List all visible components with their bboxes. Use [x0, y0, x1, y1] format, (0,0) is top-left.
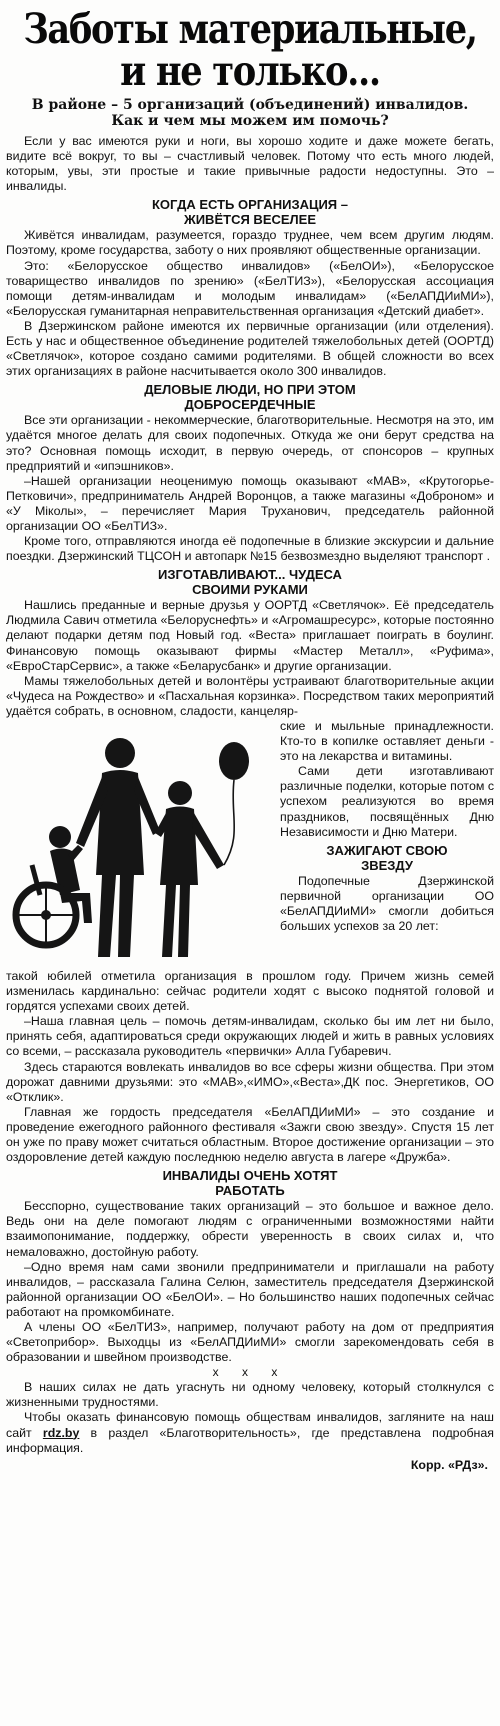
paragraph: –Одно время нам сами звонили предприниматели и приглашали на работу инвалидов, – рассказала Галина Селюн, заместитель председателя Дзержинской районной организации ОО «БелОИ». – Но большинство наших подопечных сейчас работают на промкомбинате. — [6, 1259, 494, 1319]
paragraph: Нашлись преданные и верные друзья у ООРТД «Светлячок». Её председатель Людмила Савич отметила «Белоруснефть» и «Агромашресурс», которые постоянно делают подарки детям под Новый год. «Веста» приглашает поиграть в боулинг. Финансовую помощь оказывают фирмы «Мастер Металл», «Руфима», «ЕвроСтарСервис», а также «Беларусбанк» и другие организации. — [6, 598, 494, 673]
section-heading-work: ИНВАЛИДЫ ОЧЕНЬ ХОТЯТ РАБОТАТЬ — [162, 1168, 338, 1199]
paragraph: В Дзержинском районе имеются их первичные организации (или отделения). Есть у нас и общественное объединение родителей тяжелобольных детей (ООРТД) «Светлячок», которое создано самими родителями. В общей сложности во всех этих организациях в районе насчитывается около 300 инвалидов. — [6, 318, 494, 379]
subheadline — [6, 97, 494, 129]
paragraph: Бесспорно, существование таких организаций – это большое и важное дело. Ведь они на деле помогают людям с ограниченными возможностями найти взаимопонимание, поддержку, обрести уверенность в своих силах и, что немаловажно, достойную работу. — [6, 1199, 494, 1259]
section-heading-miracles: ИЗГОТАВЛИВАЮТ... ЧУДЕСА СВОИМИ РУКАМИ — [158, 567, 342, 598]
byline: Корр. «РДз». — [410, 1457, 488, 1472]
subheadline-line-2: Как и чем мы можем им помочь? — [111, 113, 389, 129]
paragraph: Сами дети изготавливают различные поделки, которые потом с успехом реализуются во время праздников, посвящённых Дню Независимости и Дню Матери. — [280, 764, 495, 839]
paragraph: ские и мыльные принадлежности. Кто-то в копилке оставляет деньги - это на лекарства и витамины. — [280, 719, 494, 764]
paragraph: В наших силах не дать угаснуть ни одному человеку, который столкнулся с жизненными трудностями. — [6, 1380, 494, 1410]
section-heading-star: ЗАЖИГАЮТ СВОЮ ЗВЕЗДУ — [326, 842, 448, 873]
paragraph: Главная же гордость председателя «БелАПДИиМИ» – это создание и проведение ежегодного районного фестиваля «Зажги свою звезду». Спустя 15 лет он уже по праву может считаться областным. Второе достижение организации – это оздоровление детей каждую последнюю неделю августа в лагере «Дружба». — [6, 1104, 494, 1165]
paragraph: Живётся инвалидам, разумеется, гораздо труднее, чем всем другим людям. Поэтому, кроме государства, заботу о них проявляют общественные организации. — [6, 228, 494, 258]
paragraph: Здесь стараются вовлекать инвалидов во все сферы жизни общества. При этом дорожат давними друзьями: это «МАВ»,«ИМО»,«Веста»,ДК пос. Энергетиков, ОО «Отклик». — [6, 1059, 494, 1104]
paragraph: –Нашей организации неоценимую помощь оказывают «МАВ», «Крутогорье-Петковичи», предприниматель Андрей Воронцов, а также магазины «Доброном» и «У Міколы», – перечисляет Мария Труханович, председатель районной организации ОО «БелТИЗ». — [6, 473, 494, 533]
side-column — [280, 719, 494, 969]
article-body — [6, 134, 494, 1456]
section-heading-organization: КОГДА ЕСТЬ ОРГАНИЗАЦИЯ – ЖИВЁТСЯ ВЕСЕЛЕЕ — [152, 197, 348, 228]
paragraph: –Наша главная цель – помочь детям-инвалидам, сколько бы им лет ни было, принять себя, адаптироваться среди окружающих людей и жить в равных условиях со всеми, – рассказала руководитель «первички» Алла Губаревич. — [6, 1014, 494, 1059]
headline-line-2: и не только... — [120, 47, 380, 95]
headline-line-1: Заботы материальные, — [23, 5, 477, 53]
subheadline-line-1: В районе – 5 организаций (объединений) инвалидов. — [31, 97, 469, 113]
closing-paragraph: Чтобы оказать финансовую помощь обществам инвалидов, загляните на наш сайт rdz.by в раздел «Благотворительность», где представлена подробная информация. — [6, 1410, 494, 1455]
family-illustration — [6, 721, 274, 965]
paragraph: Это: «Белорусское общество инвалидов» («БелОИ»), «Белорусское товарищество инвалидов по зрению» («БелТИЗ»), «Белорусская ассоциация помощи детям-инвалидам и молодым инвалидам» («БелАПДИиМИ»), «Белорусская гуманитарная неправительственная организация «Детский диабет». — [6, 258, 494, 318]
section-separator: х х х — [212, 1365, 288, 1380]
intro-paragraph: Если у вас имеются руки и ноги, вы хорошо ходите и даже можете бегать, видите всё вокруг, то вы – счастливый человек. Потому что есть много людей, которым, увы, эти простые и такие привычные радости недоступны. Это – инвалиды. — [6, 134, 494, 194]
paragraph: Подопечные Дзержинской первичной организации ОО «БелАПДИиМИ» смогли добиться больших успехов за 20 лет: — [280, 873, 494, 934]
image-with-text — [6, 719, 494, 969]
family-silhouette-icon — [10, 725, 270, 961]
section-heading-business-people: ДЕЛОВЫЕ ЛЮДИ, НО ПРИ ЭТОМ ДОБРОСЕРДЕЧНЫЕ — [144, 382, 356, 413]
paragraph: Все эти организации - некоммерческие, благотворительные. Несмотря на это, им удаётся многое делать для своих подопечных. Откуда же они берут средства на это? Основная помощь исходит, в первую очередь, от спонсоров – крупных предприятий и «ипэшников». — [6, 413, 494, 473]
paragraph: такой юбилей отметила организация в прошлом году. Причем жизнь семей изменилась кардинально: сейчас родители ходят с высоко поднятой головой и гордятся успехами своих детей. — [6, 969, 494, 1014]
website-link[interactable]: rdz.by — [42, 1425, 80, 1440]
paragraph: Мамы тяжелобольных детей и волонтёры устраивают благотворительные акции «Чудеса на Рождество» и «Пасхальная корзинка». Посредством таких мероприятий удаётся собрать, в основном, сладости, канцеляр- — [6, 673, 494, 718]
paragraph: Кроме того, отправляются иногда её подопечные в близкие экскурсии и дальние поездки. Дзержинский ТЦСОН и автопарк №15 безвозмездно выделяют транспорт . — [6, 534, 494, 564]
headline — [7, 5, 492, 95]
paragraph: А члены ОО «БелТИЗ», например, получают работу на дом от предприятия «Светоприбор». Выходцы из «БелАПДИиМИ» смогли зарекомендовать себя в образовании и швейном производстве. — [6, 1319, 494, 1365]
